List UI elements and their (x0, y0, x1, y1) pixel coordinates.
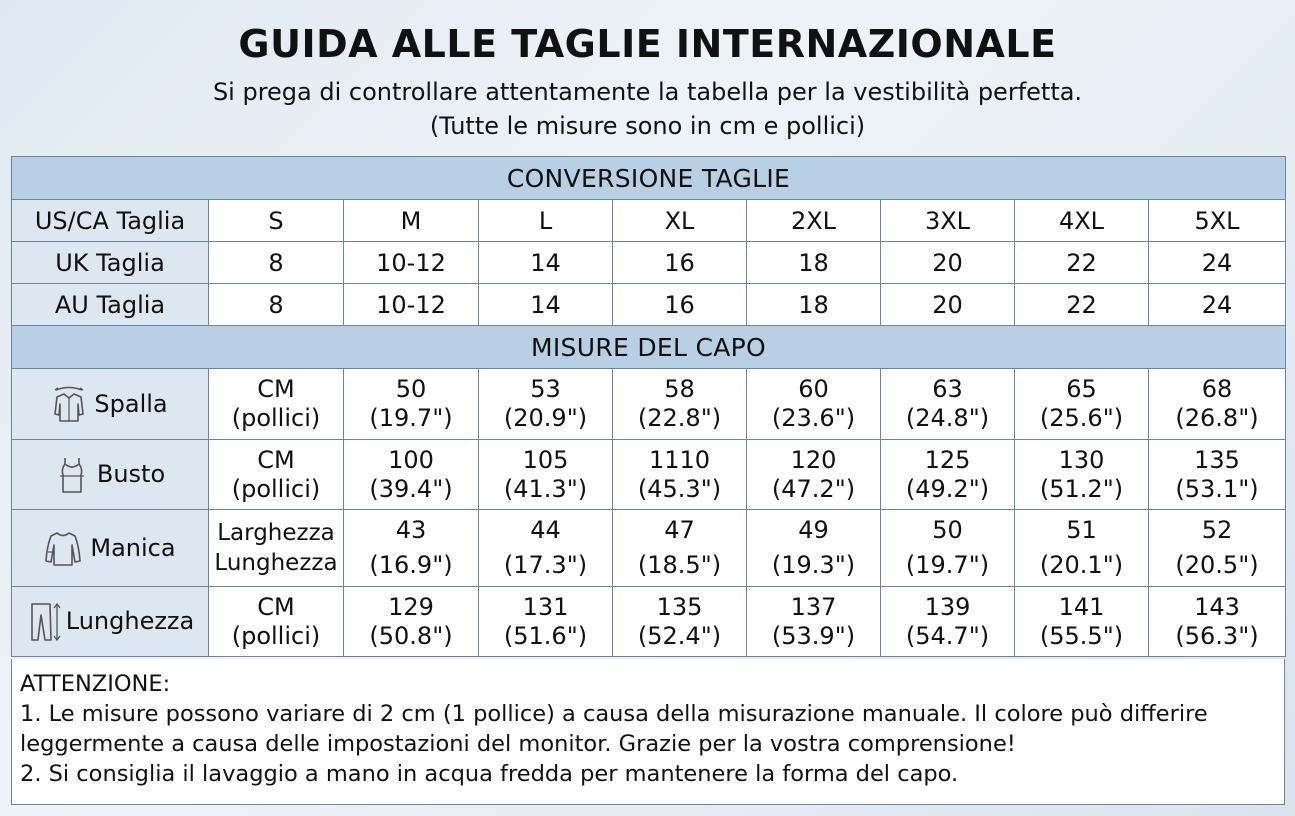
unit-primary: Larghezza (217, 520, 335, 546)
unit-cell (209, 369, 344, 440)
unit-cell (209, 587, 344, 657)
inch-value: (54.7") (905, 621, 990, 650)
measure-cell (613, 369, 747, 440)
conversion-row-au (12, 284, 1286, 326)
measure-cell (1015, 369, 1149, 440)
measure-cell (1149, 440, 1286, 510)
cm-value: 141 (1058, 592, 1105, 621)
inch-value: (18.5") (637, 551, 722, 579)
unit-primary: CM (257, 445, 295, 474)
tank-top-bust-icon (55, 455, 89, 495)
subtitle-line-1: Si prega di controllare attentamente la tabella per la vestibilità perfetta. (212, 78, 1083, 106)
cm-value: 139 (924, 592, 971, 621)
inch-value: (50.8") (369, 621, 453, 650)
size-cell: S (209, 200, 344, 242)
measure-cell (881, 369, 1015, 440)
inch-value: (19.3") (771, 551, 856, 579)
size-cell: 10-12 (344, 242, 479, 284)
row-label: UK Taglia (12, 242, 209, 284)
measure-cell (1149, 587, 1286, 657)
section-title-conversion: CONVERSIONE TAGLIE (12, 157, 1286, 200)
size-cell: 24 (1149, 242, 1286, 284)
notes-line-1: 1. Le misure possono variare di 2 cm (1 pollice) a causa della misurazione manuale. Il colore può differire (20, 701, 1208, 727)
inch-value: (52.4") (637, 621, 722, 650)
size-cell: 22 (1015, 242, 1149, 284)
measure-cell (1015, 440, 1149, 510)
measure-row-manica (12, 510, 1286, 587)
unit-secondary: (pollici) (231, 621, 321, 650)
unit-cell (209, 440, 344, 510)
measure-label-cell (12, 369, 209, 440)
size-cell: 8 (209, 242, 344, 284)
size-cell: 5XL (1149, 200, 1286, 242)
measure-row-spalla (12, 369, 1286, 440)
inch-value: (53.9") (771, 621, 856, 650)
measure-label-cell (12, 510, 209, 587)
measure-cell (881, 440, 1015, 510)
cm-value: 1110 (648, 445, 711, 474)
cm-value: 63 (932, 375, 963, 403)
cm-value: 58 (664, 375, 695, 403)
measure-cell (344, 510, 479, 587)
cm-value: 49 (798, 516, 829, 544)
inch-value: (23.6") (771, 404, 856, 432)
cm-value: 100 (388, 445, 434, 474)
cm-value: 65 (1066, 375, 1097, 403)
cm-value: 135 (1194, 445, 1240, 474)
measure-cell (881, 510, 1015, 587)
notes-box (11, 659, 1285, 805)
measure-cell (747, 440, 881, 510)
conversion-row-uk (12, 242, 1286, 284)
section-title-measures: MISURE DEL CAPO (12, 326, 1286, 369)
measure-row-busto (12, 440, 1286, 510)
inch-value: (39.4") (369, 474, 453, 503)
row-label: AU Taglia (12, 284, 209, 326)
inch-value: (41.3") (503, 474, 588, 503)
cm-value: 47 (664, 516, 695, 544)
inch-value: (19.7") (369, 404, 453, 432)
inch-value: (51.6") (503, 621, 588, 650)
cm-value: 68 (1201, 375, 1233, 403)
measure-cell (1015, 510, 1149, 587)
cm-value: 51 (1066, 516, 1097, 544)
size-cell: L (479, 200, 613, 242)
cm-value: 131 (522, 592, 569, 621)
cm-value: 105 (522, 445, 569, 474)
inch-value: (47.2") (771, 474, 856, 503)
size-cell: 8 (209, 284, 344, 326)
page-title: GUIDA ALLE TAGLIE INTERNAZIONALE (238, 22, 1057, 66)
inch-value: (22.8") (637, 404, 722, 432)
cm-value: 120 (790, 445, 837, 474)
cm-value: 52 (1201, 516, 1233, 544)
row-label: US/CA Taglia (12, 200, 209, 242)
measure-label-cell (12, 440, 209, 510)
measure-cell (1149, 369, 1286, 440)
inch-value: (20.5") (1175, 551, 1259, 579)
cm-value: 50 (932, 516, 963, 544)
measure-cell (613, 440, 747, 510)
notes-heading: ATTENZIONE: (20, 671, 171, 697)
cm-value: 143 (1194, 592, 1240, 621)
cm-value: 130 (1058, 445, 1105, 474)
size-cell: 18 (747, 242, 881, 284)
measure-cell (747, 369, 881, 440)
cm-value: 135 (656, 592, 703, 621)
inch-value: (53.1") (1175, 474, 1259, 503)
subtitle-line-2: (Tutte le misure sono in cm e pollici) (429, 112, 866, 140)
cm-value: 129 (388, 592, 434, 621)
size-cell: 3XL (881, 200, 1015, 242)
long-sleeve-icon (44, 528, 82, 568)
size-cell: 20 (881, 242, 1015, 284)
page-subtitle (0, 75, 1295, 143)
unit-primary: CM (257, 375, 295, 403)
size-cell: 16 (613, 284, 747, 326)
size-cell: 16 (613, 242, 747, 284)
measure-label-cell (12, 587, 209, 657)
size-cell: 24 (1149, 284, 1286, 326)
inch-value: (49.2") (905, 474, 990, 503)
size-chart-table (11, 156, 1286, 657)
unit-cell (209, 510, 344, 587)
measure-cell (1015, 587, 1149, 657)
measure-cell (613, 510, 747, 587)
size-cell: 14 (479, 242, 613, 284)
measure-label: Spalla (94, 389, 168, 418)
measure-label: Busto (96, 460, 166, 488)
unit-secondary: Lunghezza (214, 550, 338, 576)
inch-value: (16.9") (369, 551, 453, 579)
pants-length-icon (26, 601, 62, 643)
measure-cell (479, 587, 613, 657)
cm-value: 44 (530, 516, 561, 544)
size-cell: 2XL (747, 200, 881, 242)
measure-cell (479, 369, 613, 440)
measure-cell (613, 587, 747, 657)
inch-value: (51.2") (1039, 474, 1124, 503)
measure-cell (344, 440, 479, 510)
size-cell: 4XL (1015, 200, 1149, 242)
size-cell: 14 (479, 284, 613, 326)
measure-row-lunghezza (12, 587, 1286, 657)
size-cell: M (344, 200, 479, 242)
cm-value: 50 (395, 375, 427, 403)
inch-value: (20.1") (1039, 551, 1124, 579)
shirt-shoulder-icon (52, 384, 86, 424)
measure-cell (881, 587, 1015, 657)
inch-value: (25.6") (1039, 404, 1124, 432)
cm-value: 43 (395, 516, 427, 544)
measure-label: Lunghezza (65, 607, 195, 635)
measure-cell (344, 587, 479, 657)
measure-cell (1149, 510, 1286, 587)
inch-value: (20.9") (503, 404, 588, 432)
measure-cell (747, 510, 881, 587)
inch-value: (24.8") (905, 404, 990, 432)
inch-value: (19.7") (905, 551, 990, 579)
measure-cell (479, 440, 613, 510)
measure-cell (344, 369, 479, 440)
size-cell: 18 (747, 284, 881, 326)
cm-value: 137 (790, 592, 837, 621)
unit-primary: CM (257, 592, 295, 621)
conversion-row-us (12, 200, 1286, 242)
unit-secondary: (pollici) (231, 404, 321, 432)
inch-value: (56.3") (1175, 621, 1259, 650)
measure-cell (479, 510, 613, 587)
size-cell: 22 (1015, 284, 1149, 326)
unit-secondary: (pollici) (231, 474, 321, 503)
measure-label: Manica (90, 533, 176, 562)
notes-line-3: 2. Si consiglia il lavaggio a mano in acqua fredda per mantenere la forma del capo. (20, 761, 959, 787)
inch-value: (17.3") (503, 551, 588, 579)
inch-value: (26.8") (1175, 404, 1259, 432)
cm-value: 53 (530, 375, 561, 403)
measure-cell (747, 587, 881, 657)
size-cell: XL (613, 200, 747, 242)
cm-value: 60 (798, 375, 829, 403)
inch-value: (55.5") (1039, 621, 1124, 650)
inch-value: (45.3") (637, 474, 722, 503)
cm-value: 125 (924, 445, 971, 474)
notes-line-2: leggermente a causa delle impostazioni del monitor. Grazie per la vostra comprensione! (20, 731, 1016, 757)
size-cell: 20 (881, 284, 1015, 326)
size-cell: 10-12 (344, 284, 479, 326)
